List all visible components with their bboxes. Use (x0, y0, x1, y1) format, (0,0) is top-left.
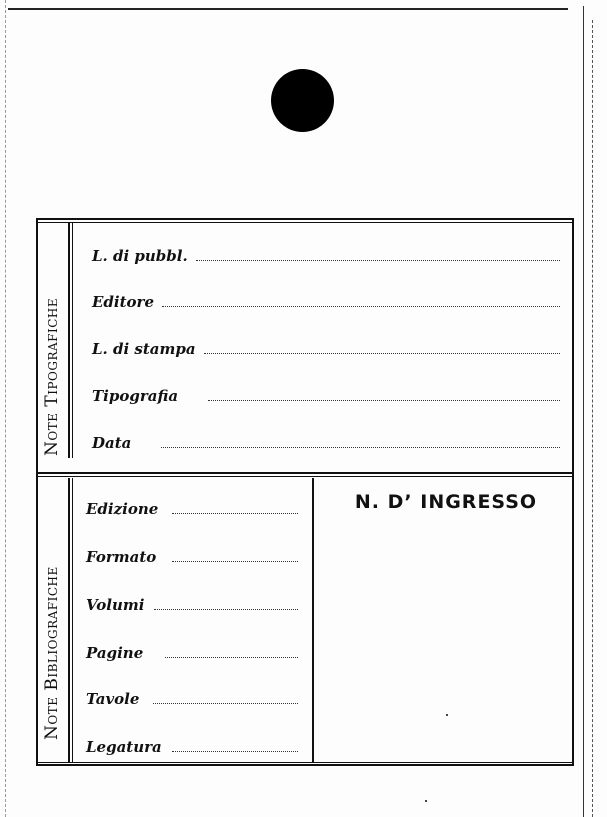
section-divider (36, 472, 574, 474)
typographic-section-title: Note Tipografiche (42, 297, 62, 456)
field-label: Pagine (86, 644, 144, 662)
field-dotted-line[interactable] (208, 400, 560, 401)
field-editore[interactable] (92, 289, 560, 311)
field-label: Editore (92, 293, 154, 311)
field-dotted-line[interactable] (161, 447, 560, 448)
field-dotted-line[interactable] (165, 657, 298, 658)
field-luogo-stampa[interactable] (92, 336, 560, 358)
right-edge-line (583, 6, 584, 817)
right-edge-dashed-line (592, 20, 593, 817)
form-inner-bottom-rule (36, 762, 574, 763)
field-label: Edizione (86, 500, 159, 518)
field-dotted-line[interactable] (154, 609, 298, 610)
field-dotted-line[interactable] (153, 703, 298, 704)
field-data[interactable] (92, 430, 560, 452)
left-edge-line (5, 0, 6, 817)
field-label: L. di pubbl. (92, 247, 188, 265)
field-volumi[interactable] (86, 592, 298, 614)
field-formato[interactable] (86, 544, 298, 566)
field-label: L. di stampa (92, 340, 196, 358)
field-dotted-line[interactable] (172, 513, 298, 514)
bibliographic-section-title: Note Bibliografiche (42, 566, 62, 740)
ingresso-divider (312, 478, 314, 762)
bibliographic-label-rule (68, 478, 70, 762)
field-dotted-line[interactable] (172, 561, 298, 562)
field-dotted-line[interactable] (204, 353, 560, 354)
field-edizione[interactable] (86, 496, 298, 518)
field-label: Tavole (86, 690, 140, 708)
top-rule (8, 8, 568, 10)
field-label: Data (92, 434, 132, 452)
field-label: Formato (86, 548, 157, 566)
field-dotted-line[interactable] (196, 260, 560, 261)
field-tavole[interactable] (86, 686, 298, 708)
form-inner-top-rule (36, 222, 574, 223)
field-label: Volumi (86, 596, 145, 614)
field-pagine[interactable] (86, 640, 298, 662)
typographic-label-rule-inner (72, 222, 73, 458)
punch-hole (271, 69, 334, 132)
scan-speck (425, 800, 427, 802)
ingresso-number-label: N. D’ INGRESSO (354, 491, 538, 513)
bibliographic-label-rule-inner (72, 478, 73, 762)
field-label: Legatura (86, 738, 162, 756)
field-tipografia[interactable] (92, 383, 560, 405)
field-dotted-line[interactable] (172, 751, 298, 752)
field-label: Tipografia (92, 387, 179, 405)
field-luogo-pubblicazione[interactable] (92, 243, 560, 265)
section-divider-inner (36, 476, 574, 477)
field-legatura[interactable] (86, 734, 298, 756)
field-dotted-line[interactable] (162, 306, 560, 307)
scan-speck (446, 714, 448, 716)
typographic-label-rule (68, 222, 70, 458)
